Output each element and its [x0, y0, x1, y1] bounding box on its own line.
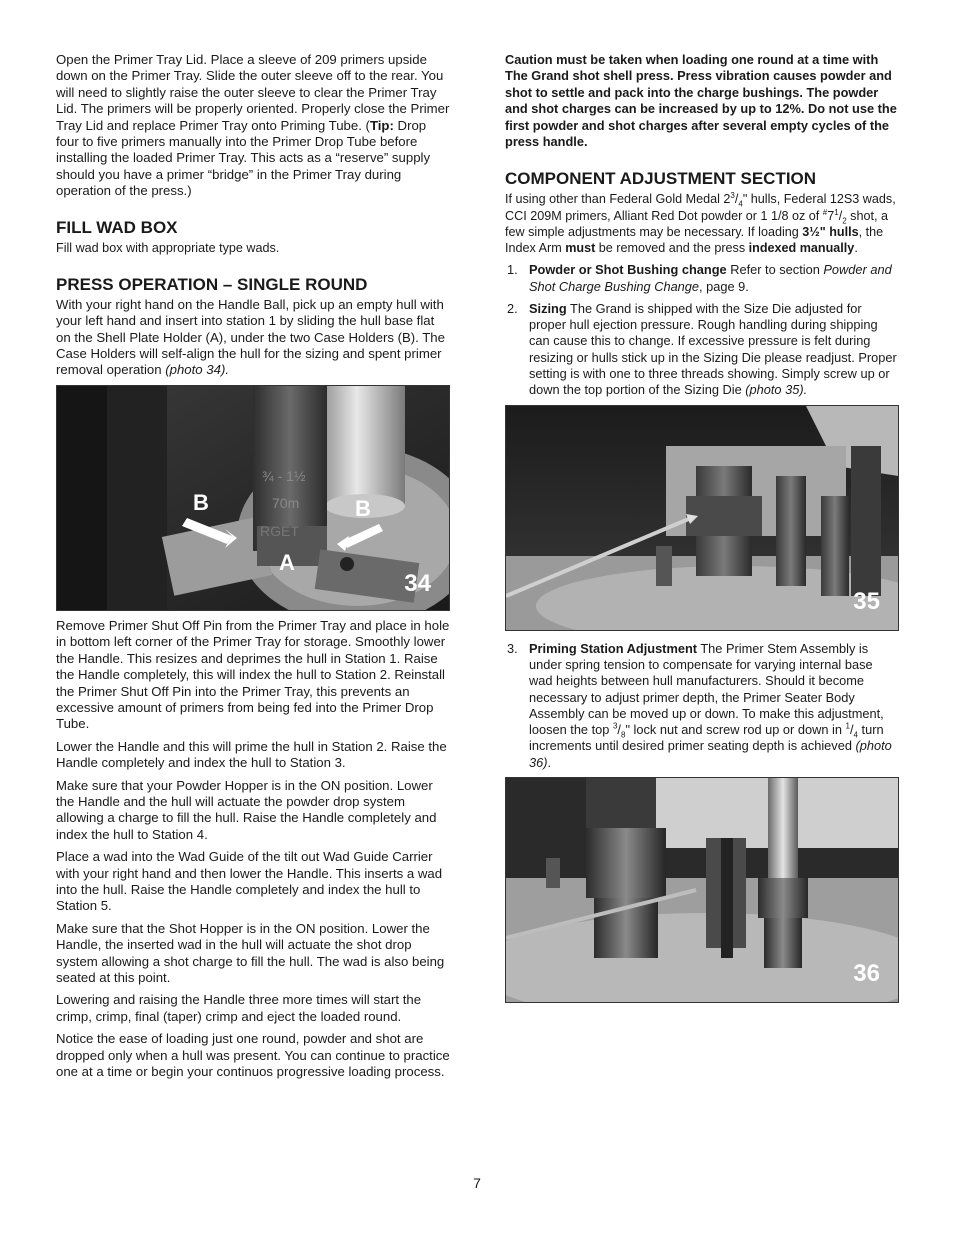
press-operation-heading: PRESS OPERATION – SINGLE ROUND	[56, 274, 368, 294]
adjustment-item-1: 1. Powder or Shot Bushing change Refer to section Powder and Shot Charge Bushing Change, page 9.	[507, 262, 892, 294]
para-remove-pin: Remove Primer Shut Off Pin from the Primer Tray and place in hole in bottom left corner of the Primer Tray for storage. Smoothly lower the Handle. This resizes and deprimes the hull in Station 1. Raise the Handle completely, this will index the hull to Station 2. Reinstall the Primer Shut Off Pin into the Primer Tray, this prevents an excessive amount of primers from being fed into the Primer Drop Tube.	[56, 617, 450, 732]
para-notice: Notice the ease of loading just one round, powder and shot are dropped only when a hull was present. You can continue to practice one at a time or begin your continuos progressive loading process.	[56, 1031, 450, 1080]
left-column	[56, 52, 450, 1086]
photo-36-number: 36	[853, 960, 880, 987]
photo-35	[505, 405, 899, 631]
adjustment-list-continued	[505, 641, 899, 771]
callout-a: A	[279, 549, 295, 575]
photo-34-number: 34	[404, 569, 431, 597]
right-column	[505, 52, 899, 1003]
adjustment-item-3: 3. Priming Station Adjustment The Primer Stem Assembly is under spring tension to compensate for varying internal base wad heights between hull manufacturers. Should it become necessary to adjust primer depth, the Primer Seater Body Assembly can be moved up or down. To make this adjustment, loosen the top $^3/_8$" lock nut and screw rod up or down in $^1/_4$ turn increments until desired primer seating depth is achieved (photo 36).	[507, 640, 892, 770]
adjustment-item-2: 2. Sizing The Grand is shipped with the Size Die adjusted for proper hull ejection pressure. Rough handling during shipping can cause this to change. If excessive pressure is felt during resizing or hulls stick up in the Sizing Die please readjust. Proper setting is with one to three threads showing. Simply screw up or down the top portion of the Sizing Die (photo 35).	[507, 300, 897, 398]
para-powder-hopper: Make sure that your Powder Hopper is in the ON position. Lower the Handle and the hull will actuate the powder drop system allowing a charge to fill the hull. Raise the Handle completely and index the hull to Station 4.	[56, 777, 437, 842]
photo-34	[56, 385, 450, 611]
callout-b-right: B	[355, 495, 371, 521]
intro-paragraph: Open the Primer Tray Lid. Place a sleeve of 209 primers upside down on the Primer Tray. Slide the outer sleeve off to the rear. You will need to slightly raise the outer sleeve to clear the Primer Tray Lid. The primers will be properly oriented. Properly close the Primer Tray Lid and replace Primer Tray onto Priming Tube. (Tip: Drop four to five primers manually into the Primer Drop Tube before installing the loaded Primer Tray. This acts as a “reserve” supply should you have a primer “bridge” in the Primer Tray during operation of the press.)	[56, 52, 450, 199]
photo-36	[505, 777, 899, 1003]
fill-wad-text: Fill wad box with appropriate type wads.	[56, 240, 280, 255]
component-intro: If using other than Federal Gold Medal $2^3/_4$" hulls, Federal 12S3 wads, CCI 209M primers, Alliant Red Dot powder or 1 1/8 oz of $^{\#}7^1/_2$ shot, a few simple adjustments may be necessary. If loading 3½" hulls, the Index Arm must be removed and the press indexed manually.	[505, 191, 896, 256]
para-crimp: Lowering and raising the Handle three more times will start the crimp, crimp, final (taper) crimp and eject the loaded round.	[56, 992, 422, 1024]
para-wad: Place a wad into the Wad Guide of the tilt out Wad Guide Carrier with your right hand and then lower the Handle. This inserts a wad into the hull. Raise the Handle completely and index the hull to Station 5.	[56, 849, 443, 914]
callout-b-left: B	[193, 489, 209, 515]
adjustment-list	[505, 262, 899, 398]
tube-marking-3: RGET	[260, 522, 299, 539]
para-shot-hopper: Make sure that the Shot Hopper is in the ON position. Lower the Handle, the inserted wad in the hull will actuate the shot drop system allowing a shot charge to fill the hull. The wad is also being seated at this point.	[56, 920, 445, 986]
press-operation-text: With your right hand on the Handle Ball, pick up an empty hull with your left hand and insert into station 1 by sliding the hull base flat on the Shell Plate Holder (A), under the two Case Holders (B). The Case Holders will self-align the hull for the sizing and spent primer removal operation (photo 34).	[56, 296, 445, 378]
component-adjustment-heading: COMPONENT ADJUSTMENT SECTION	[505, 169, 817, 189]
tube-marking-1: ¾ - 1½	[262, 467, 306, 484]
tube-marking-2: 70m	[272, 494, 300, 511]
para-lower-handle: Lower the Handle and this will prime the hull in Station 2. Raise the Handle completely and index the hull to Station 3.	[56, 738, 447, 771]
photo-35-number: 35	[853, 587, 880, 615]
tip-label: Tip:	[369, 117, 394, 133]
fill-wad-heading: FILL WAD BOX	[56, 217, 178, 237]
page-number: 7	[473, 1175, 481, 1191]
caution-paragraph: Caution must be taken when loading one round at a time with The Grand shot shell press. Press vibration causes powder and shot to settle and pack into the charge bushings. The powder and shot charges can be increased by up to 12%. Do not use the first powder and shot charges after several empty cycles of the press handle.	[505, 52, 897, 150]
